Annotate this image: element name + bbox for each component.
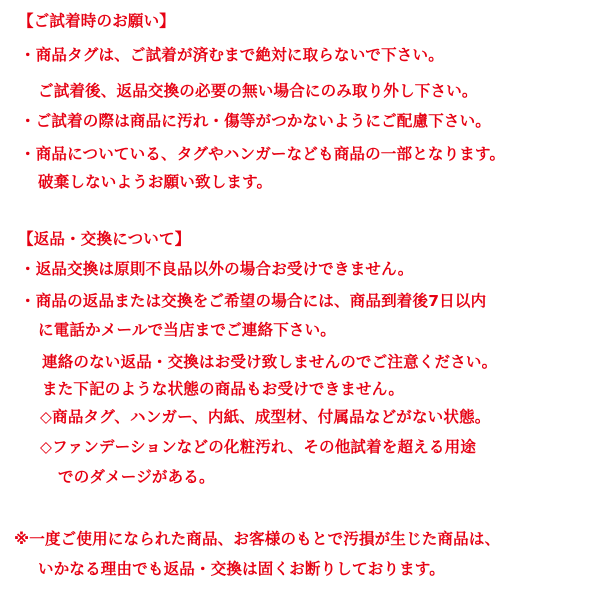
returns-line-no-contact: 連絡のない返品・交換はお受け致しませんのでご注意ください。 <box>42 353 498 371</box>
request-line-removal: ご試着後、返品交換の必要の無い場合にのみ取り外し下さい。 <box>38 82 478 100</box>
returns-line-contact: に電話かメールで当店までご連絡下さい。 <box>38 321 336 339</box>
fitting-request-heading: 【ご試着時のお願い】 <box>18 12 176 30</box>
returns-line-request: ・商品の返品または交換をご希望の場合には、商品到着後7日以内 <box>20 292 487 310</box>
returns-line-conditions: また下記のような状態の商品もお受けできません。 <box>42 380 405 398</box>
note-line-used: ※一度ご使用になられた商品、お客様のもとで汚損が生じた商品は、 <box>14 530 501 548</box>
returns-line-makeup-stains: ◇ファンデーションなどの化粧汚れ、その他試着を超える用途 <box>40 438 477 456</box>
request-line-tags: ・商品タグは、ご試着が済むまで絶対に取らないで下さい。 <box>20 46 444 64</box>
request-line-parts: ・商品についている、タグやハンガーなども商品の一部となります。 <box>20 145 506 163</box>
request-line-discard: 破棄しないようお願い致します。 <box>38 173 273 191</box>
returns-line-policy: ・返品交換は原則不良品以外の場合お受けできません。 <box>20 260 414 278</box>
returns-line-missing-items: ◇商品タグ、ハンガー、内紙、成型材、付属品などがない状態。 <box>40 408 491 426</box>
note-line-refusal: いかなる理由でも返品・交換は固くお断りしております。 <box>38 560 445 578</box>
returns-heading: 【返品・交換について】 <box>18 230 191 248</box>
request-line-care: ・ご試着の際は商品に汚れ・傷等がつかないようにご配慮下さい。 <box>20 112 492 130</box>
returns-line-damage: でのダメージがある。 <box>58 468 215 486</box>
